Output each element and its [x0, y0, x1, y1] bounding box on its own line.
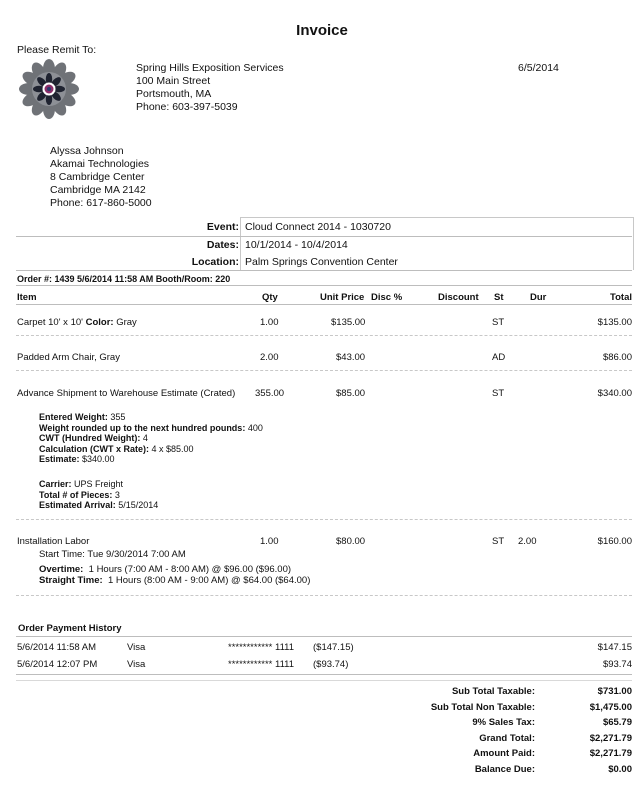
invoice-date: 6/5/2014 [518, 62, 559, 74]
item-st: ST [492, 317, 505, 328]
payment-method: Visa [127, 659, 146, 670]
location-label: Location: [191, 256, 239, 268]
company-phone: Phone: 603-397-5039 [136, 101, 238, 113]
billto-city: Cambridge MA 2142 [50, 184, 146, 196]
billto-name: Alyssa Johnson [50, 145, 124, 157]
company-address: 100 Main Street [136, 75, 211, 87]
remit-label: Please Remit To: [17, 44, 97, 56]
item-qty: 1.00 [260, 317, 279, 328]
detail-value: $340.00 [82, 454, 115, 465]
carrier-details [39, 479, 158, 511]
detail-value: 400 [247, 422, 263, 433]
item-name: Carpet 10' x 10' [17, 317, 83, 328]
table-row [17, 317, 137, 328]
detail-label: Weight rounded up to the next hundred pounds: [39, 422, 246, 433]
payment-card: ************ 1111 [228, 642, 295, 653]
carrier-value: 3 [114, 489, 120, 500]
carrier-label: Carrier: [39, 479, 72, 489]
carrier-value: UPS Freight [74, 479, 124, 489]
dates-value: 10/1/2014 - 10/4/2014 [245, 239, 348, 251]
item-price: $80.00 [336, 536, 366, 547]
overtime-label: Overtime: [39, 564, 84, 575]
item-st: ST [492, 536, 505, 547]
summary-label: 9% Sales Tax: [472, 717, 535, 728]
company-city: Portsmouth, MA [136, 88, 212, 100]
detail-label: Estimate: [39, 454, 80, 465]
summary-value: $65.79 [602, 717, 632, 728]
payment-method: Visa [127, 642, 146, 653]
summary-value: $1,475.00 [589, 702, 632, 713]
item-name: Installation Labor [17, 536, 90, 547]
item-total: $135.00 [597, 317, 632, 328]
event-value: Cloud Connect 2014 - 1030720 [245, 221, 391, 233]
summary-value: $2,271.79 [589, 733, 632, 744]
summary-value: $2,271.79 [589, 748, 632, 759]
col-discount: Discount [438, 292, 479, 303]
detail-value: 4 [142, 433, 148, 444]
detail-label: CWT (Hundred Weight): [39, 433, 141, 444]
item-price: $135.00 [331, 317, 366, 328]
billto-address: 8 Cambridge Center [50, 171, 145, 183]
col-total: Total [610, 292, 632, 303]
col-disc: Disc % [371, 292, 403, 303]
item-name: Advance Shipment to Warehouse Estimate (Crated) [17, 388, 236, 399]
col-item: Item [17, 292, 37, 303]
summary-value: $731.00 [597, 686, 632, 697]
summary-label: Balance Due: [474, 764, 535, 775]
item-st: ST [492, 388, 505, 399]
detail-value: 4 x $85.00 [151, 443, 194, 454]
location-value: Palm Springs Convention Center [245, 256, 398, 268]
payment-total: $147.15 [597, 642, 632, 653]
labor-overtime [39, 564, 291, 575]
billto-phone: Phone: 617-860-5000 [50, 197, 152, 209]
payment-amount: ($93.74) [313, 659, 349, 670]
labor-straight-time [39, 575, 310, 586]
detail-label: Calculation (CWT x Rate): [39, 443, 150, 454]
item-color-label: Color: [85, 317, 114, 328]
shipment-details [39, 412, 263, 465]
straight-value: 1 Hours (8:00 AM - 9:00 AM) @ $64.00 ($64.00) [107, 575, 311, 586]
payment-date: 5/6/2014 12:07 PM [17, 659, 98, 670]
col-unit-price: Unit Price [320, 292, 365, 303]
carrier-label: Estimated Arrival: [39, 500, 116, 511]
item-qty: 1.00 [260, 536, 279, 547]
billto-company: Akamai Technologies [50, 158, 150, 170]
item-qty: 355.00 [255, 388, 285, 399]
item-qty: 2.00 [260, 352, 279, 363]
straight-label: Straight Time: [39, 575, 103, 586]
col-dur: Dur [530, 292, 547, 303]
payment-history-heading: Order Payment History [18, 623, 122, 634]
page-title: Invoice [296, 22, 348, 39]
payment-amount: ($147.15) [313, 642, 354, 653]
item-dur: 2.00 [518, 536, 537, 547]
item-total: $340.00 [597, 388, 632, 399]
item-name: Padded Arm Chair, Gray [17, 352, 120, 363]
carrier-label: Total # of Pieces: [39, 489, 113, 500]
item-price: $85.00 [336, 388, 366, 399]
payment-date: 5/6/2014 11:58 AM [17, 642, 97, 653]
labor-start-time: Start Time: Tue 9/30/2014 7:00 AM [39, 549, 186, 560]
overtime-value: 1 Hours (7:00 AM - 8:00 AM) @ $96.00 ($96.00) [88, 564, 292, 575]
item-price: $43.00 [336, 352, 366, 363]
item-total: $160.00 [597, 536, 632, 547]
summary-label: Grand Total: [479, 733, 535, 744]
item-st: AD [492, 352, 506, 363]
detail-value: 355 [110, 412, 126, 422]
summary-label: Amount Paid: [473, 748, 535, 759]
detail-label: Entered Weight: [39, 412, 108, 422]
item-total: $86.00 [602, 352, 632, 363]
payment-card: ************ 1111 [228, 659, 295, 670]
order-line: Order #: 1439 5/6/2014 11:58 AM Booth/Room: 220 [17, 274, 231, 284]
summary-label: Sub Total Non Taxable: [430, 702, 535, 713]
summary-value: $0.00 [608, 764, 632, 775]
summary-label: Sub Total Taxable: [451, 686, 535, 697]
item-color-value: Gray [116, 317, 137, 328]
payment-total: $93.74 [602, 659, 632, 670]
company-logo [18, 58, 80, 120]
carrier-value: 5/15/2014 [118, 500, 159, 511]
dates-label: Dates: [206, 239, 239, 251]
company-name: Spring Hills Exposition Services [136, 62, 284, 74]
event-label: Event: [206, 221, 239, 233]
col-qty: Qty [262, 292, 278, 303]
col-st: St [494, 292, 504, 303]
